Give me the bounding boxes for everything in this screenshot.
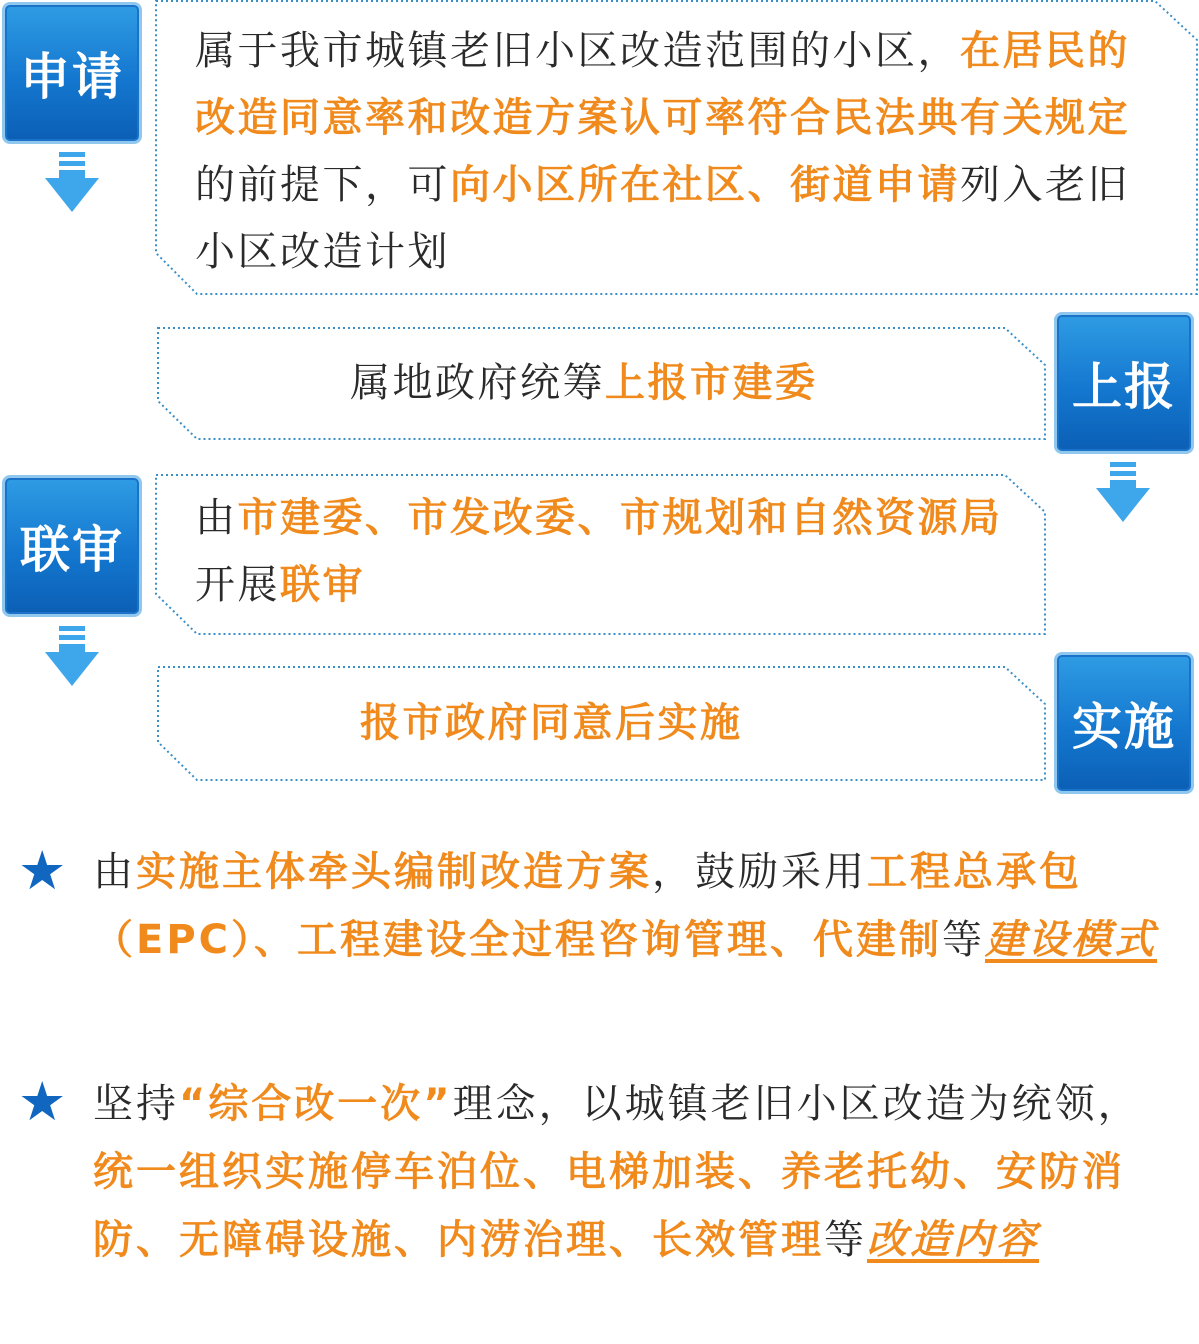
badge-review-label: 联审: [20, 521, 124, 579]
badge-report-label: 上报: [1072, 358, 1176, 416]
review-text-3: 开展: [195, 562, 280, 608]
down-arrow-icon: [45, 626, 99, 688]
bullet-2-f: 改造内容: [867, 1217, 1039, 1263]
bullet-1-c: ，鼓励采用: [652, 849, 867, 895]
star-icon: ★: [18, 839, 67, 902]
apply-text-1: 属于我市城镇老旧小区改造范围的小区，: [195, 28, 960, 74]
bullet-1-text: [93, 838, 1183, 974]
implement-text: [360, 690, 743, 757]
bullet-2-d: 统一组织实施停车泊位、电梯加装、养老托幼、安防消防、无障碍设施、内涝治理、长效管理: [93, 1149, 1125, 1263]
implement-text-1: 报市政府同意后实施: [360, 700, 743, 746]
apply-text-3: 的前提下，可: [195, 162, 450, 208]
badge-report: [1054, 312, 1194, 454]
report-text: [350, 350, 818, 417]
report-text-2: 上报市建委: [605, 360, 818, 406]
bullet-2-text: [93, 1070, 1183, 1274]
apply-text-2: 在居民的改造同意率和改造方案认可率符合民法典有关规定: [195, 28, 1130, 141]
badge-apply-label: 申请: [20, 48, 124, 106]
bullet-1-b: 实施主体牵头编制改造方案: [136, 849, 652, 895]
bullet-1-f: 建设模式: [985, 917, 1157, 963]
review-text-2: 市建委、市发改委、市规划和自然资源局: [237, 495, 1003, 541]
star-icon: ★: [18, 1070, 67, 1133]
badge-implement: [1054, 652, 1194, 794]
bullet-2-c: 理念，以城镇老旧小区改造为统领，: [452, 1081, 1141, 1127]
bullet-1-e: 等: [942, 917, 985, 963]
review-text-4: 联审: [280, 562, 365, 608]
review-text-1: 由: [195, 495, 238, 541]
down-arrow-icon: [45, 152, 99, 214]
badge-apply: [2, 2, 142, 144]
badge-implement-label: 实施: [1072, 698, 1176, 756]
review-text: [195, 485, 1025, 619]
bullet-2-a: 坚持: [93, 1081, 179, 1127]
report-text-1: 属地政府统筹: [350, 360, 605, 406]
badge-review: [2, 475, 142, 617]
bullet-2-e: 等: [824, 1217, 867, 1263]
bullet-1-a: 由: [93, 849, 136, 895]
apply-text: [195, 18, 1165, 286]
apply-text-5: 列入老旧小区改造计划: [195, 162, 1130, 275]
down-arrow-icon: [1096, 462, 1150, 524]
bullet-2-b: “综合改一次”: [179, 1081, 453, 1127]
apply-text-4: 向小区所在社区、街道申请: [450, 162, 960, 208]
bullet-1-d: 工程总承包（EPC）、工程建设全过程咨询管理、代建制: [93, 849, 1082, 963]
